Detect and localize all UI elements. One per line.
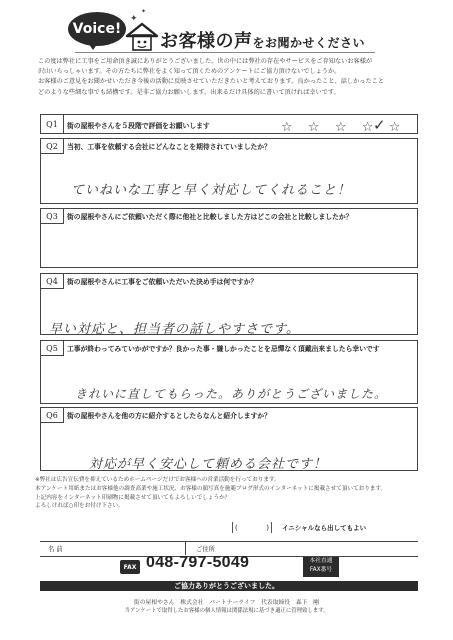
sparkle-icon: ✦ [130, 14, 138, 24]
paren-open: ( [235, 523, 238, 532]
star-icon[interactable]: ☆ [361, 120, 374, 135]
title-part-2: 声 [234, 31, 253, 52]
question-number: Q3 [41, 209, 64, 224]
handwritten-answer: ていねいな工事と早く対応してくれること！ [71, 183, 352, 198]
fax-badge-line-1: 本社直通 [309, 558, 333, 564]
question-number: Q1 [41, 115, 64, 134]
question-text: 当初、工事を依頼する会社にどんなことを期待されていましたか？ [67, 143, 271, 151]
sparkle-icon: ✦ [141, 8, 147, 15]
intro-line: 沢山いらっしゃいます。その方たちに弊社をよく知って頂くためのアンケートにご協力頂けないでしょうか。 [38, 68, 341, 76]
row-divider [185, 541, 186, 555]
question-text: 街の屋根やさんにご依頼いただく際に他社と比較しました方はどこの会社と比較しましたか？ [67, 213, 353, 221]
note-line: ※弊社は広告宣伝費を抑えているためホームページだけでお客様への営業活動を行っております。 [35, 477, 280, 483]
question-block-q4 [40, 273, 418, 335]
question-block-q2 [40, 138, 418, 204]
question-number: Q6 [41, 408, 64, 423]
question-block-q1 [40, 114, 418, 134]
voice-label: Voice! [72, 21, 122, 37]
intro-line: お客様のご意見をお聞かせいただき今後の活動に反映させていただきたいと考えております。良かったこと、話しかったこと [38, 78, 385, 86]
handwritten-answer: 対応が早く安心して頼める会社です！ [89, 457, 328, 472]
company-info: 街の屋根やさん 株式会社 パートナーライフ 代表取締役 森下 剛 [133, 600, 320, 606]
privacy-note: 当アンケートで取得したお客様の個人情報は関係法規に基づき適正に管理致します。 [124, 608, 329, 614]
star-icon[interactable]: ☆ [307, 120, 320, 135]
star-icon[interactable]: ☆ [388, 120, 401, 135]
fax-badge [303, 557, 339, 577]
checkmark-icon: ✓ [373, 116, 386, 134]
handwritten-answer: きれいに直してもらった。ありがとうございました。 [75, 387, 388, 401]
question-block-q3 [40, 208, 418, 268]
question-number: Q5 [41, 341, 64, 356]
star-icon[interactable]: ☆ [334, 120, 347, 135]
intro-line: どのような些細な事でも結構です。是非ご協力お願いします。出来るだけ具体的に書いて頂ければ幸いです。 [38, 88, 340, 96]
fax-icon [120, 560, 140, 574]
intro-line: この度は弊社に工事をご用命頂き誠にありがとうございました。世の中には弊社の存在やサービスをご存知ないお客様が [38, 58, 373, 65]
handwritten-answer: 早い対応と、担当者の話しやすさです。 [49, 322, 300, 337]
name-field[interactable] [80, 542, 180, 554]
thanks-message: ご協力ありがとうございました。 [174, 582, 279, 590]
question-text: 工事が終わってみていかがですか？良かった事・嫌しかったことを忌憚なく頂戴出来ましたら幸いです [67, 345, 380, 353]
question-text: 街の屋根やさんを５段階で評価をお願いします [67, 122, 210, 130]
title-part-1: お客様の [160, 31, 234, 52]
title-part-3: をお聞かせください [252, 36, 366, 50]
fax-icon-label: FAX [123, 563, 137, 571]
note-line: 本アンケート用紙またはお客様他の調査高業や施工状況、お客様の顔写真を施範ブログ形式のインターネットに掲載させて頂いております。 [35, 485, 387, 492]
note-line: 上記内容をインターネット印刷物に掲載させて頂いてもよろしいでしょうか？ [35, 494, 231, 501]
name-label: 名 前 [48, 546, 63, 553]
page-title [160, 27, 365, 53]
header-rule [75, 52, 375, 53]
consent-notes [35, 476, 435, 511]
address-label: ご住所 [196, 546, 215, 553]
fax-badge-line-2: FAX番号 [309, 567, 333, 573]
initials-field[interactable] [232, 522, 272, 533]
intro-text [38, 57, 430, 98]
address-field[interactable] [226, 542, 414, 554]
house-icon [125, 22, 159, 52]
fax-number: 048-797-5049 [146, 554, 250, 571]
question-number: Q2 [41, 139, 64, 154]
note-line: よろしければ○印をお付け下さい。 [35, 503, 124, 510]
initials-label: イニシャルなら出してもよい [282, 524, 367, 532]
question-block-q5 [40, 340, 418, 404]
question-block-q6 [40, 407, 418, 471]
question-number: Q4 [41, 274, 64, 289]
voice-bubble-tail [86, 40, 100, 50]
paren-close: ) [266, 523, 269, 532]
question-text: 街の屋根やさんに工事をご依頼いただいた決め手は何ですか？ [67, 278, 258, 286]
question-text: 街の屋根やさんを他の方に紹介するとしたらなんと紹介しますか？ [67, 412, 271, 420]
star-icon[interactable]: ☆ [281, 120, 293, 135]
